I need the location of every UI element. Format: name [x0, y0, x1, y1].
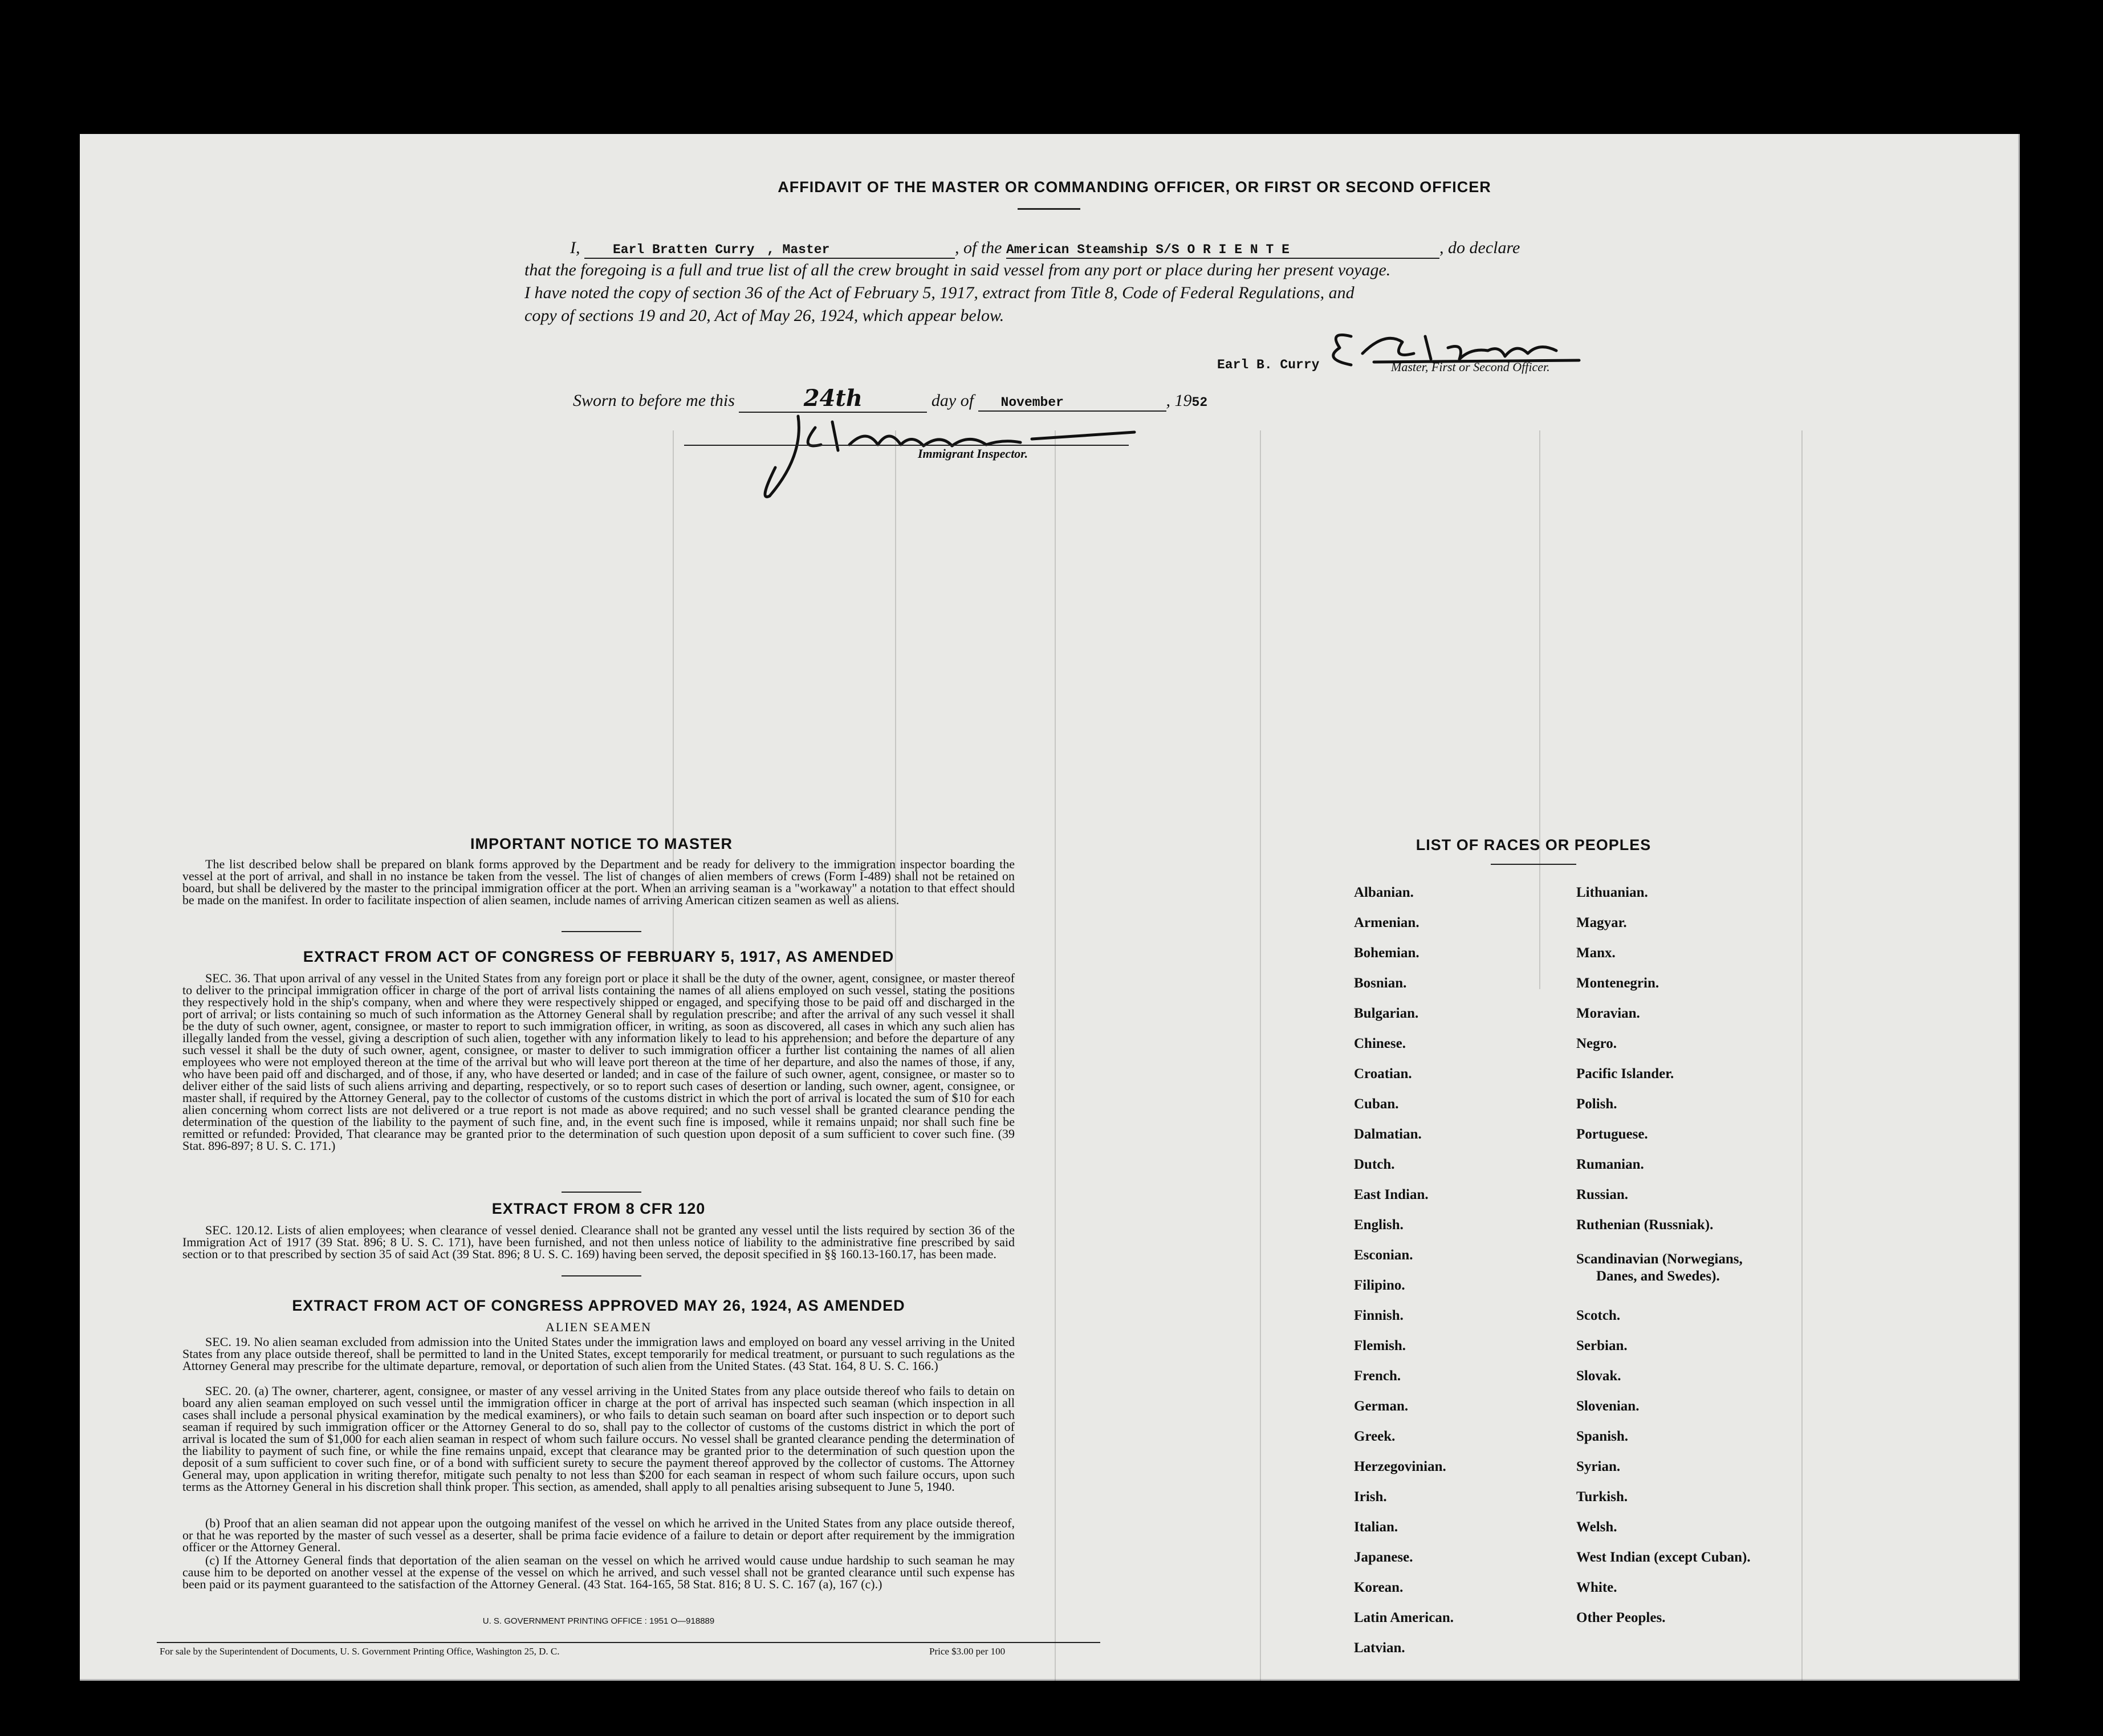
race-item: English. — [1354, 1217, 1404, 1233]
extract-1924-title: EXTRACT FROM ACT OF CONGRESS APPROVED MAY 26, 1924, AS AMENDED — [292, 1297, 905, 1314]
race-item: Korean. — [1354, 1580, 1404, 1595]
race-item: Irish. — [1354, 1489, 1387, 1505]
inspector-rule — [684, 445, 1129, 446]
race-item: Welsh. — [1576, 1519, 1617, 1535]
race-item: Ruthenian (Russniak). — [1576, 1217, 1714, 1233]
race-item: Flemish. — [1354, 1338, 1406, 1353]
master-name-field — [584, 238, 955, 259]
race-item: Latin American. — [1354, 1610, 1454, 1625]
race-item: Russian. — [1576, 1187, 1629, 1202]
extract-1917-title: EXTRACT FROM ACT OF CONGRESS OF FEBRUARY 5, 1917, AS AMENDED — [303, 948, 894, 965]
race-item: Armenian. — [1354, 915, 1419, 930]
race-item: Scandinavian (Norwegians, — [1576, 1251, 1743, 1267]
race-item: Scotch. — [1576, 1308, 1621, 1323]
vessel-name: American Steamship S/S O R I E N T E — [1006, 242, 1290, 257]
sec-20b-body: (b) Proof that an alien seaman did not appear upon the outgoing manifest of the vessel on which he arrived in the United States from any place outside thereof, or that he was reported by the master of such vessel as a deserter, shall be prima facie evidence of a failure to detain or deport after requirement by the immigration officer or the Attorney General. — [182, 1516, 1015, 1554]
master-name: Earl Bratten Curry — [613, 242, 755, 257]
race-item: White. — [1576, 1580, 1617, 1595]
extract-cfr-title: EXTRACT FROM 8 CFR 120 — [491, 1200, 706, 1217]
notice-title: IMPORTANT NOTICE TO MASTER — [470, 835, 733, 852]
race-item: Spanish. — [1576, 1429, 1629, 1444]
race-item: Slovenian. — [1576, 1398, 1640, 1414]
race-item: Esconian. — [1354, 1247, 1413, 1263]
sworn-prefix: Sworn to before me this — [573, 391, 735, 410]
sworn-day: 24th — [803, 385, 863, 412]
sec-19-body: SEC. 19. No alien seaman excluded from admission into the United States under the immigration laws and employed on board any vessel arriving in the United States from any place outside thereof, shall be permitted to land in the United States, except temporarily for medical treatment, or pursuant to such regulations as the Attorney General may prescribe for the ultimate departure, removal, or deportation of such alien from the United States. (43 Stat. 164, 8 U. S. C. 166.) — [182, 1335, 1015, 1373]
race-item: Pacific Islander. — [1576, 1066, 1674, 1082]
race-item: French. — [1354, 1368, 1401, 1384]
do-declare: , do declare — [1439, 238, 1520, 257]
section-rule — [562, 1192, 641, 1193]
signer-caption: Master, First or Second Officer. — [1391, 360, 1550, 374]
race-item: Polish. — [1576, 1096, 1617, 1112]
year-suffix: 52 — [1191, 395, 1208, 410]
race-item: Dalmatian. — [1354, 1127, 1422, 1142]
section-rule — [562, 931, 641, 932]
race-item: Greek. — [1354, 1429, 1396, 1444]
bleed-rule — [1055, 430, 1056, 1685]
race-item: Croatian. — [1354, 1066, 1412, 1082]
vessel-field — [1006, 238, 1439, 259]
races-title: LIST OF RACES OR PEOPLES — [1415, 836, 1652, 853]
declaration-line-3: I have noted the copy of section 36 of the Act of February 5, 1917, extract from Title 8, Code of Federal Regulations, and — [524, 283, 1354, 302]
race-item: Filipino. — [1354, 1278, 1405, 1293]
race-item: Moravian. — [1576, 1006, 1640, 1021]
race-item: German. — [1354, 1398, 1409, 1414]
race-item: West Indian (except Cuban). — [1576, 1550, 1751, 1565]
race-item: East Indian. — [1354, 1187, 1429, 1202]
race-item: Portuguese. — [1576, 1127, 1648, 1142]
race-item: Dutch. — [1354, 1157, 1395, 1172]
footer-rule — [157, 1642, 1100, 1643]
signer-typed-name: Earl B. Curry — [1217, 357, 1320, 372]
race-item: Finnish. — [1354, 1308, 1404, 1323]
race-item: Magyar. — [1576, 915, 1627, 930]
race-item: Rumanian. — [1576, 1157, 1644, 1172]
race-item: Italian. — [1354, 1519, 1398, 1535]
race-item: Bosnian. — [1354, 975, 1407, 991]
bleed-rule — [1539, 430, 1540, 989]
manifest-page — [80, 134, 2020, 1681]
sec-20c-body: (c) If the Attorney General finds that deportation of the alien seaman on the vessel on which he arrived would cause undue hardship to such seaman he may cause him to be deported on another vessel at the expense of the vessel on which he arrived, and such vessel shall not be granted clearance until such expense has been paid or its payment guaranteed to the satisfaction of the Attorney General. (43 Stat. 164-165, 58 Stat. 816; 8 U. S. C. 167 (a), 167 (c).) — [182, 1553, 1015, 1591]
declaration-line-1 — [570, 238, 1520, 259]
race-item: Negro. — [1576, 1036, 1617, 1051]
race-item: Cuban. — [1354, 1096, 1399, 1112]
race-item: Japanese. — [1354, 1550, 1413, 1565]
year-prefix: , 19 — [1166, 391, 1192, 410]
race-item: Turkish. — [1576, 1489, 1628, 1505]
notice-body: The list described below shall be prepared on blank forms approved by the Department and be ready for delivery to the immigration inspector boarding the vessel at the port of arrival, and shall in no instance be taken from the vessel. The list of changes of alien members of crews (Form I-489) shall not be retained on board, but shall be delivered by the master to the principal immigration officer at the port. When an arriving seaman is a "workaway" a notation to that effect should be made on the manifest. In order to facilitate inspection of alien seamen, include names of arriving American citizen seamen as well as aliens. — [182, 857, 1015, 907]
race-item: Chinese. — [1354, 1036, 1406, 1051]
for-sale-line: For sale by the Superintendent of Documents, U. S. Government Printing Office, Washington 25, D. C. — [160, 1646, 560, 1657]
race-item: Serbian. — [1576, 1338, 1628, 1353]
race-item: Bohemian. — [1354, 945, 1419, 961]
race-item: Danes, and Swedes). — [1596, 1269, 1720, 1284]
day-of: day of — [931, 391, 974, 410]
race-item: Slovak. — [1576, 1368, 1621, 1384]
title-rule — [1018, 208, 1080, 210]
races-title-rule — [1491, 864, 1576, 865]
inspector-caption: Immigrant Inspector. — [918, 446, 1028, 461]
extract-1917-body: SEC. 36. That upon arrival of any vessel in the United States from any foreign port or place it shall be the duty of the owner, agent, consignee, or master thereof to deliver to the principal immigration officer in charge of the port of arrival lists containing the names of all aliens employed on such vessel, stating the positions they respectively hold in the ship's company, when and where they were respectively shipped or engaged, and specifying those to be paid off and discharged in the port of arrival; or lists containing so much of such information as the Attorney General shall by regulation prescribe; and after the arrival of any such vessel it shall be the duty of such owner, agent, consignee, or master to report to such immigration officer, in writing, as soon as discovered, all cases in which any such alien has illegally landed from the vessel, giving a description of such alien, together with any information likely to lead to his apprehension; and before the departure of any such vessel it shall be the duty of such owner, agent, consignee, or master to deliver to such immigration officer a further list containing the names of all alien employees who were not employed thereon at the time of the arrival but who will leave port thereon at the time of her departure, and also the names of those, if any, who have been paid off and discharged, and of those, if any, who have deserted or landed; and in case of the failure of such owner, agent, consignee, or master so to deliver either of the said lists of such aliens arriving and departing, respectively, or so to report such cases of desertion or landing, such owner, agent, consignee, or master shall, if required by the Attorney General, pay to the collector of customs of the customs district in which the port of arrival is located the sum of $10 for each alien concerning whom correct lists are not delivered or a true report is not made as above required; and no such vessel shall be granted clearance pending the determination of the question of the liability to the payment of such fine, and, in the event such fine is imposed, while it remains unpaid; nor shall such fine be remitted or refunded: Provided, That clearance may be granted prior to the determination of such question upon deposit of a sum sufficient to cover such fine. (39 Stat. 896-897; 8 U. S. C. 171.) — [182, 971, 1015, 1153]
of-the: , of the — [955, 238, 1002, 257]
sec-20a-body: SEC. 20. (a) The owner, charterer, agent, consignee, or master of any vessel arriving in the United States from any place outside thereof who fails to detain on board any alien seaman employed on such vessel until the immigration officer in charge at the port of arrival has inspected such seaman (which inspection in all cases shall include a personal physical examination by the medical examiners), or who fails to detain such seaman on board after such inspection or to deport such seaman if required by such immigration officer or the Attorney General to do so, shall pay to the collector of customs of the customs district in which the port of arrival is located the sum of $1,000 for each alien seaman in respect of whom such failure occurs. No vessel shall be granted clearance pending the determination of the liability to payment of such fine, or while the fine remains unpaid, except that clearance may be granted prior to the determination of such question upon the deposit of a sum sufficient to cover such fine, or of a bond with sufficient surety to secure the payment thereof approved by the collector of customs. The Attorney General may, upon application in writing therefor, mitigate such penalty to not less than $200 for each seaman in respect of whom such failure occurs, upon such terms as the Attorney General in his discretion shall think proper. This section, as amended, shall apply to all penalties arising subsequent to June 5, 1940. — [182, 1384, 1015, 1494]
declaration-line-2: that the foregoing is a full and true list of all the crew brought in said vessel from any port or place during her present voyage. — [524, 261, 1391, 279]
race-item: Manx. — [1576, 945, 1616, 961]
race-item: Albanian. — [1354, 885, 1414, 900]
printer-line: U. S. GOVERNMENT PRINTING OFFICE : 1951 O—918889 — [482, 1616, 715, 1626]
race-item: Syrian. — [1576, 1459, 1621, 1474]
race-item: Bulgarian. — [1354, 1006, 1419, 1021]
sworn-month: November — [1000, 395, 1064, 410]
race-item: Montenegrin. — [1576, 975, 1659, 991]
race-item: Lithuanian. — [1576, 885, 1648, 900]
extract-cfr-body: SEC. 120.12. Lists of alien employees; when clearance of vessel denied. Clearance shall not be granted any vessel until the lists required by section 36 of the Immigration Act of 1917 (39 Stat. 896; 8 U. S. C. 171), have been furnished, and not then unless notice of liability to the administrative fine prescribed by said section or to that prescribed by section 35 of said Act (39 Stat. 896; 8 U. S. C. 169) having been served, the deposit specified in §§ 160.13-160.17, has been made. — [182, 1223, 1015, 1261]
affidavit-title: AFFIDAVIT OF THE MASTER OR COMMANDING OFFICER, OR FIRST OR SECOND OFFICER — [778, 178, 1491, 196]
race-item: Herzegovinian. — [1354, 1459, 1446, 1474]
bleed-rule — [1801, 430, 1803, 1685]
declaration-line-4: copy of sections 19 and 20, Act of May 26, 1924, which appear below. — [524, 306, 1004, 325]
race-item: Other Peoples. — [1576, 1610, 1666, 1625]
price-line: Price $3.00 per 100 — [929, 1646, 1006, 1657]
alien-seamen-subtitle: ALIEN SEAMEN — [546, 1320, 652, 1334]
bleed-rule — [1260, 430, 1261, 1685]
race-item: Latvian. — [1354, 1640, 1405, 1656]
section-rule — [562, 1275, 641, 1276]
pronoun: I, — [570, 238, 580, 257]
master-rank: , Master — [766, 242, 830, 257]
